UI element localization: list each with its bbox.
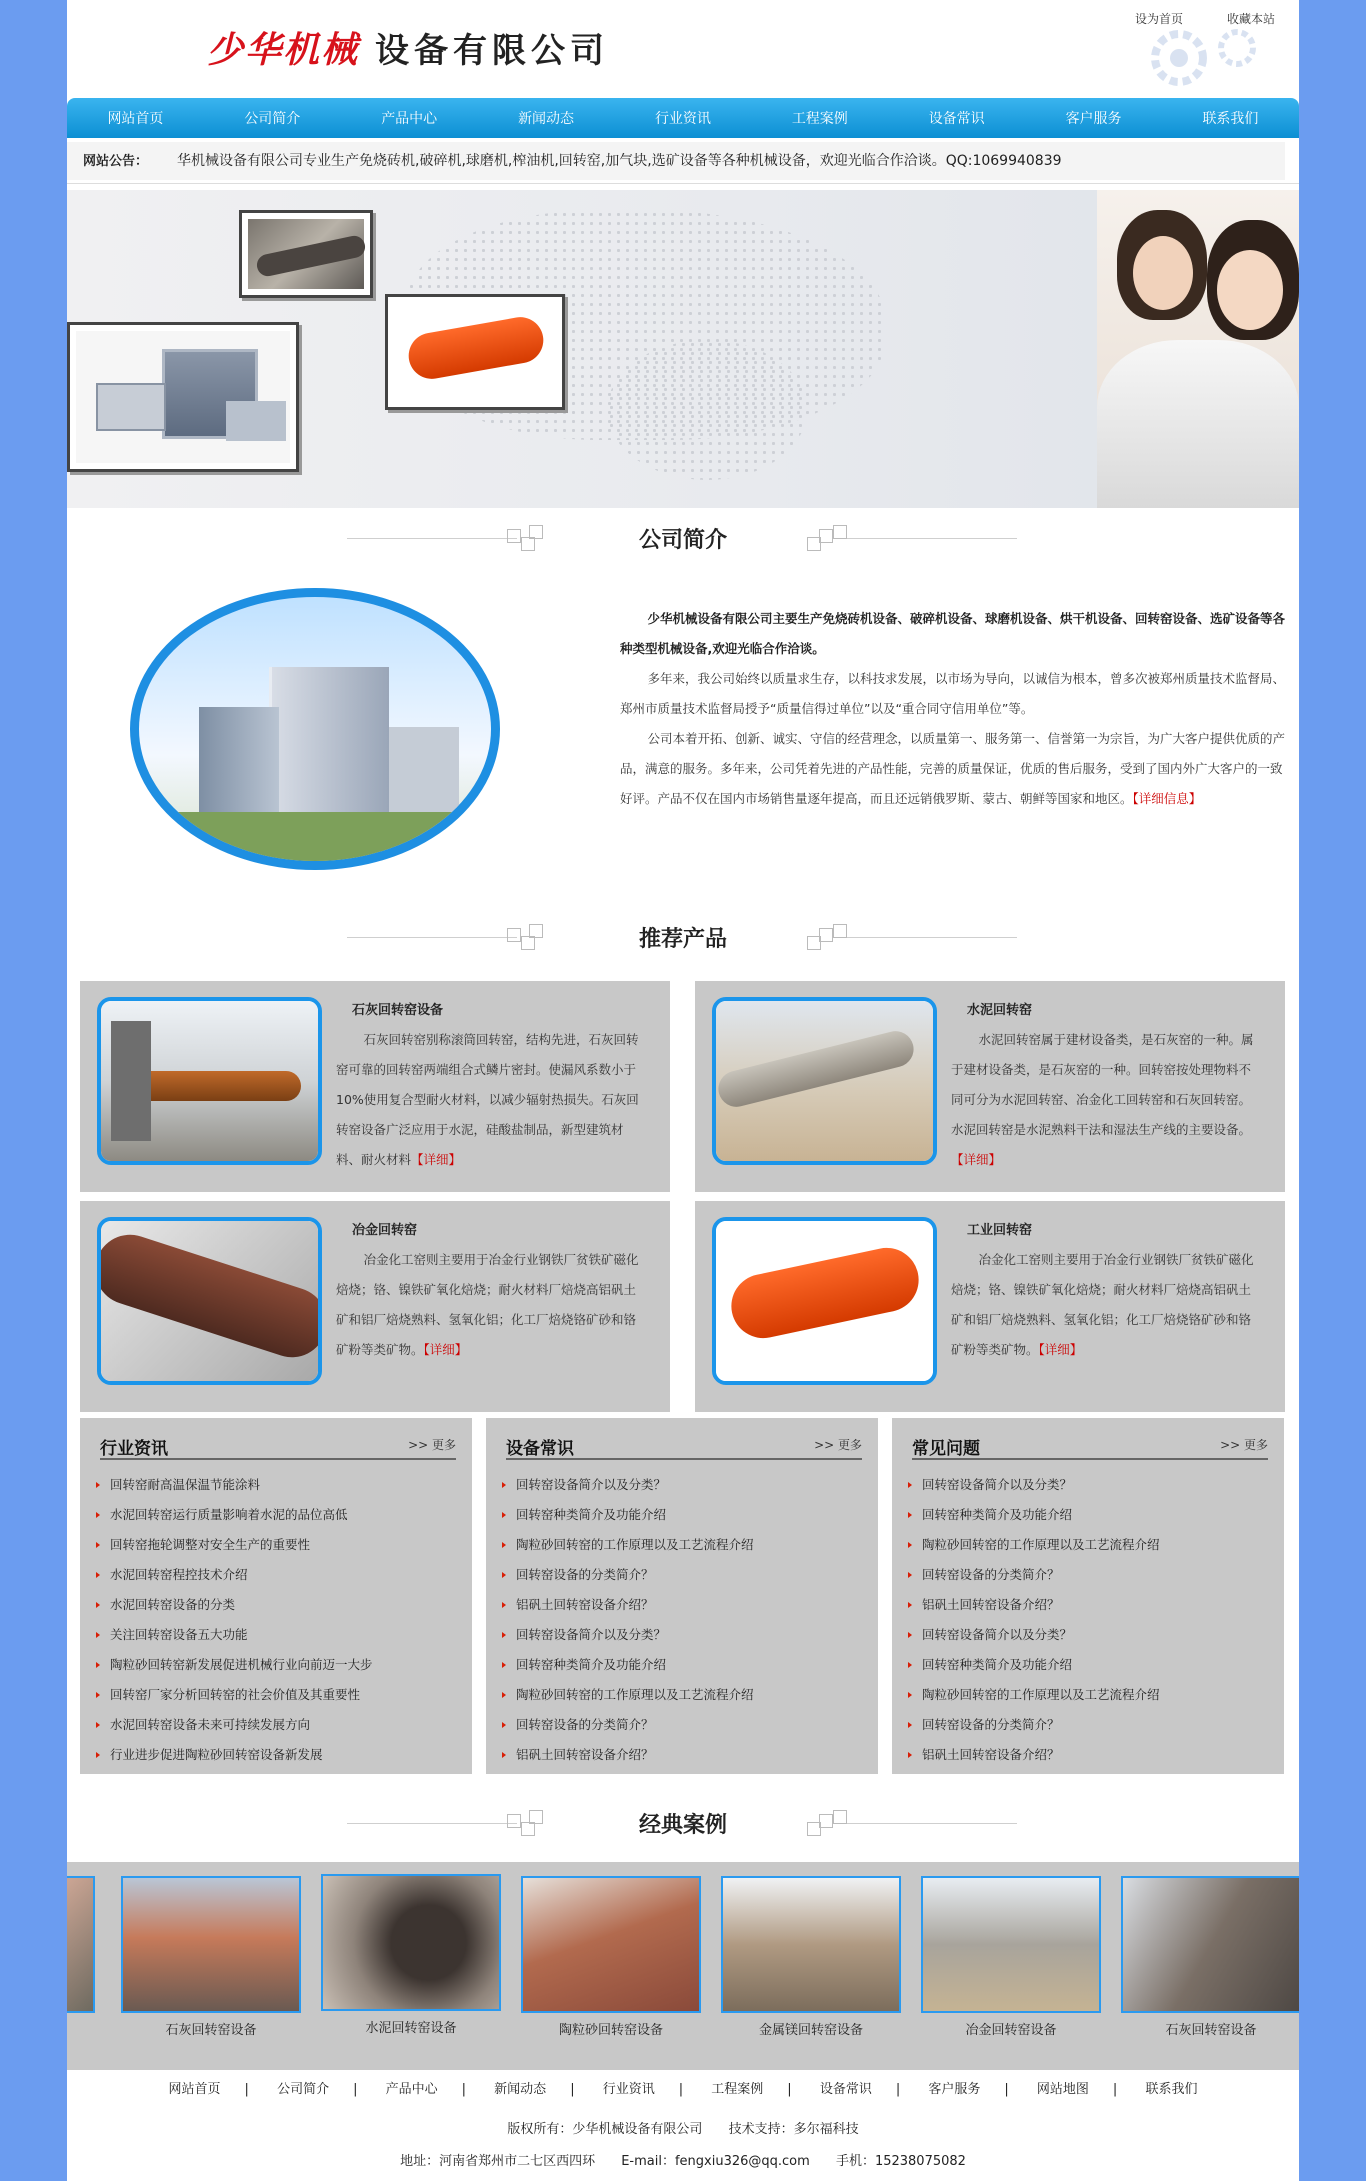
product-desc: 冶金化工窑则主要用于冶金行业钢铁厂贫铁矿磁化焙烧；铬、镍铁矿氧化焙烧；耐火材料厂焙烧高铝矾土矿和铝厂焙烧熟料、氢氧化铝；化工厂焙烧铬矿砂和铬矿粉等类矿物。 [951, 1252, 1254, 1357]
case-caption[interactable]: 金属镁回转窑设备 [758, 2023, 863, 2038]
notice-label: 网站公告： [83, 154, 149, 169]
top-links [1135, 10, 1275, 27]
hero-banner [67, 190, 1299, 508]
footer-link[interactable]: 客户服务 [928, 2082, 981, 2097]
cases-carousel [67, 1862, 1299, 2070]
product-image[interactable] [97, 1217, 322, 1385]
footer-nav: 网站首页 | 公司简介 | 产品中心 | 新闻动态 | 行业资讯 | 工程案例 | 设备常识 | 客户服务 | 网站地图 | 联系我们 [168, 2082, 1198, 2097]
banner-operators-photo [1097, 190, 1299, 508]
nav-cases[interactable]: 工程案例 [791, 111, 848, 127]
nav-industry[interactable]: 行业资讯 [654, 111, 711, 127]
product-card[interactable] [80, 981, 670, 1192]
about-text [620, 604, 1292, 814]
product-image[interactable] [712, 997, 937, 1165]
about-more-link[interactable]: 【详细信息】 [1132, 791, 1202, 806]
footer-link[interactable]: 行业资讯 [602, 2082, 655, 2097]
case-item[interactable] [67, 1876, 95, 2013]
banner-rotary-kiln-photo [385, 294, 565, 410]
banner-kiln-photo [239, 210, 373, 298]
news-column-industry [80, 1418, 472, 1774]
product-title[interactable]: 冶金回转窑 [352, 1223, 418, 1238]
notice-bar [67, 138, 1299, 184]
footer-link[interactable]: 产品中心 [385, 2082, 438, 2097]
set-homepage-link[interactable]: 设为首页 [1134, 12, 1183, 26]
address-text: 地址：河南省郑州市二七区西四环 [400, 2154, 596, 2169]
news-item[interactable]: 回转窑种类简介及功能介绍 [906, 1650, 1160, 1680]
news-item[interactable]: 行业进步促进陶粒砂回转窑设备新发展 [94, 1740, 373, 1770]
news-item[interactable]: 回转窑设备的分类简介？ [500, 1710, 754, 1740]
gear-decoration-icon [1139, 18, 1269, 88]
nav-about[interactable]: 公司简介 [244, 111, 301, 127]
product-more-link[interactable]: 【详细】 [951, 1152, 1002, 1167]
news-item[interactable]: 回转窑设备的分类简介？ [906, 1710, 1160, 1740]
case-item[interactable] [721, 1876, 901, 2038]
news-column-title: 设备常识 [506, 1439, 574, 1459]
case-item[interactable] [321, 1874, 501, 2036]
product-more-link[interactable]: 【详细】 [411, 1152, 462, 1167]
case-image[interactable] [721, 1876, 901, 2013]
about-paragraph-2: 多年来，我公司始终以质量求生存，以科技求发展，以市场为导向，以诚信为根本，曾多次被郑州质量技术监督局、郑州市质量技术监督局授予“质量信得过单位”以及“重合同守信用单位”等。 [620, 671, 1286, 716]
product-more-link[interactable]: 【详细】 [423, 1342, 468, 1357]
site-logo[interactable] [207, 22, 609, 72]
product-card[interactable] [695, 1201, 1285, 1412]
section-title-products [67, 912, 1299, 962]
about-heading: 公司简介 [638, 528, 727, 553]
news-item[interactable]: 回转窑设备简介以及分类？ [500, 1470, 754, 1500]
news-item[interactable]: 回转窑设备简介以及分类？ [500, 1620, 754, 1650]
notice-marquee[interactable]: 华机械设备有限公司专业生产免烧砖机,破碎机,球磨机,榨油机,回转窑,加气块,选矿设备等各种机械设备，欢迎光临合作洽谈。QQ:1069940839 [177, 153, 1062, 169]
case-caption[interactable]: 水泥回转窑设备 [365, 2021, 457, 2036]
about-lead: 少华机械设备有限公司主要生产免烧砖机设备、破碎机设备、球磨机设备、烘干机设备、回转窑设备、选矿设备等各种类型机械设备,欢迎光临合作洽谈。 [620, 611, 1286, 656]
case-item[interactable] [1121, 1876, 1299, 2038]
footer-link[interactable]: 设备常识 [819, 2082, 872, 2097]
product-title[interactable]: 工业回转窑 [967, 1223, 1033, 1238]
logo-company-text: 设备有限公司 [375, 30, 610, 71]
product-desc: 石灰回转窑别称滚筒回转窑，结构先进，石灰回转窑可靠的回转窑两端组合式鳞片密封。使漏风系数小于10%使用复合型耐火材料，以减少辐射热损失。石灰回转窑设备广泛应用于水泥，硅酸盐制品，新型建筑材料、耐火材料 [336, 1032, 639, 1167]
news-item[interactable]: 回转窑耐高温保温节能涂料 [94, 1470, 373, 1500]
news-item[interactable]: 陶粒砂回转窑的工作原理以及工艺流程介绍 [500, 1530, 754, 1560]
case-item[interactable] [121, 1876, 301, 2038]
product-more-link[interactable]: 【详细】 [1038, 1342, 1083, 1357]
main-nav [67, 98, 1299, 138]
news-more-link[interactable]: >> 更多 [814, 1438, 862, 1452]
footer-link[interactable]: 工程案例 [711, 2082, 764, 2097]
news-item[interactable]: 铝矾土回转窑设备介绍？ [906, 1590, 1160, 1620]
copyright-text: 版权所有：少华机械设备有限公司 [507, 2122, 703, 2137]
case-image[interactable] [921, 1876, 1101, 2013]
news-item[interactable]: 水泥回转窑设备未来可持续发展方向 [94, 1710, 373, 1740]
product-desc: 冶金化工窑则主要用于冶金行业钢铁厂贫铁矿磁化焙烧；铬、镍铁矿氧化焙烧；耐火材料厂焙烧高铝矾土矿和铝厂焙烧熟料、氢氧化铝；化工厂焙烧铬矿砂和铬矿粉等类矿物。 [336, 1252, 639, 1357]
news-item[interactable]: 回转窑种类简介及功能介绍 [906, 1500, 1160, 1530]
news-column-title: 行业资讯 [100, 1439, 168, 1459]
support-text: 技术支持：多尔福科技 [728, 2122, 859, 2137]
banner-machine-photo [67, 322, 299, 472]
news-item[interactable]: 回转窑种类简介及功能介绍 [500, 1500, 754, 1530]
section-title-cases [67, 1798, 1299, 1848]
news-item[interactable]: 关注回转窑设备五大功能 [94, 1620, 373, 1650]
product-image[interactable] [712, 1217, 937, 1385]
nav-contact[interactable]: 联系我们 [1202, 111, 1259, 127]
footer-link[interactable]: 联系我们 [1145, 2082, 1198, 2097]
case-image[interactable] [321, 1874, 501, 2011]
product-image[interactable] [97, 997, 322, 1165]
news-item[interactable]: 陶粒砂回转窑的工作原理以及工艺流程介绍 [500, 1680, 754, 1710]
footer-link[interactable]: 公司简介 [277, 2082, 330, 2097]
case-image[interactable] [1121, 1876, 1299, 2013]
news-more-link[interactable]: >> 更多 [1220, 1438, 1268, 1452]
nav-service[interactable]: 客户服务 [1065, 111, 1122, 127]
product-card[interactable] [80, 1201, 670, 1412]
news-item[interactable]: 铝矾土回转窑设备介绍？ [500, 1740, 754, 1770]
news-item[interactable]: 回转窑设备简介以及分类？ [906, 1470, 1160, 1500]
news-column-faq [892, 1418, 1284, 1774]
logo-brand-text: 少华机械 [207, 28, 360, 71]
news-column-title: 常见问题 [912, 1439, 980, 1459]
nav-knowledge[interactable]: 设备常识 [928, 111, 985, 127]
case-caption[interactable]: 陶粒砂回转窑设备 [558, 2023, 663, 2038]
page-container [67, 0, 1299, 2181]
product-card[interactable] [695, 981, 1285, 1192]
case-caption[interactable]: 冶金回转窑设备 [965, 2023, 1057, 2038]
news-more-link[interactable]: >> 更多 [408, 1438, 456, 1452]
news-item[interactable]: 铝矾土回转窑设备介绍？ [906, 1740, 1160, 1770]
footer-link[interactable]: 网站首页 [168, 2082, 221, 2097]
product-title[interactable]: 水泥回转窑 [967, 1003, 1033, 1018]
case-item[interactable] [921, 1876, 1101, 2038]
news-item[interactable]: 陶粒砂回转窑的工作原理以及工艺流程介绍 [906, 1530, 1160, 1560]
news-item[interactable]: 回转窑设备简介以及分类？ [906, 1620, 1160, 1650]
news-item[interactable]: 回转窑拖轮调整对安全生产的重要性 [94, 1530, 373, 1560]
case-image[interactable] [521, 1876, 701, 2013]
email-text: E-mail：fengxiu326@qq.com [621, 2154, 810, 2169]
phone-text: 手机：15238075082 [835, 2154, 966, 2169]
footer-link[interactable]: 网站地图 [1036, 2082, 1089, 2097]
news-item[interactable]: 回转窑厂家分析回转窑的社会价值及其重要性 [94, 1680, 373, 1710]
news-item[interactable]: 水泥回转窑运行质量影响着水泥的品位高低 [94, 1500, 373, 1530]
bookmark-link[interactable]: 收藏本站 [1226, 12, 1275, 26]
case-image[interactable] [121, 1876, 301, 2013]
news-item[interactable]: 水泥回转窑设备的分类 [94, 1590, 373, 1620]
products-heading: 推荐产品 [638, 927, 727, 952]
case-item[interactable] [521, 1876, 701, 2038]
footer-contact [67, 2150, 1299, 2169]
nav-news[interactable]: 新闻动态 [518, 111, 575, 127]
news-item[interactable]: 回转窑设备的分类简介？ [906, 1560, 1160, 1590]
news-item[interactable]: 回转窑设备的分类简介？ [500, 1560, 754, 1590]
footer-copyright [67, 2118, 1299, 2137]
nav-home[interactable]: 网站首页 [107, 111, 164, 127]
news-item[interactable]: 陶粒砂回转窑新发展促进机械行业向前迈一大步 [94, 1650, 373, 1680]
company-building-photo [130, 588, 500, 870]
news-item[interactable]: 水泥回转窑程控技术介绍 [94, 1560, 373, 1590]
about-paragraph-3: 公司本着开拓、创新、诚实、守信的经营理念，以质量第一、服务第一、信誉第一为宗旨，为广大客户提供优质的产品，满意的服务。多年来，公司凭着先进的产品性能，完善的质量保证，优质的售后服务，受到了国内外广大客户的一致好评。产品不仅在国内市场销售量逐年提高，而且还远销俄罗斯、蒙古、朝鲜等国家和地区。 [620, 731, 1286, 806]
news-column-knowledge [486, 1418, 878, 1774]
news-item[interactable]: 陶粒砂回转窑的工作原理以及工艺流程介绍 [906, 1680, 1160, 1710]
section-title-about [67, 513, 1299, 563]
news-item[interactable]: 铝矾土回转窑设备介绍？ [500, 1590, 754, 1620]
cases-heading: 经典案例 [638, 1813, 727, 1838]
product-desc: 水泥回转窑属于建材设备类，是石灰窑的一种。属于建材设备类，是石灰窑的一种。回转窑按处理物料不同可分为水泥回转窑、冶金化工回转窑和石灰回转窑。水泥回转窑是水泥熟料干法和湿法生产线的主要设备。 [951, 1032, 1254, 1137]
footer-link[interactable]: 新闻动态 [494, 2082, 547, 2097]
case-caption[interactable]: 石灰回转窑设备 [1165, 2023, 1257, 2038]
case-caption[interactable]: 石灰回转窑设备 [165, 2023, 257, 2038]
news-item[interactable]: 回转窑种类简介及功能介绍 [500, 1650, 754, 1680]
nav-products[interactable]: 产品中心 [381, 111, 438, 127]
product-title[interactable]: 石灰回转窑设备 [352, 1003, 444, 1018]
